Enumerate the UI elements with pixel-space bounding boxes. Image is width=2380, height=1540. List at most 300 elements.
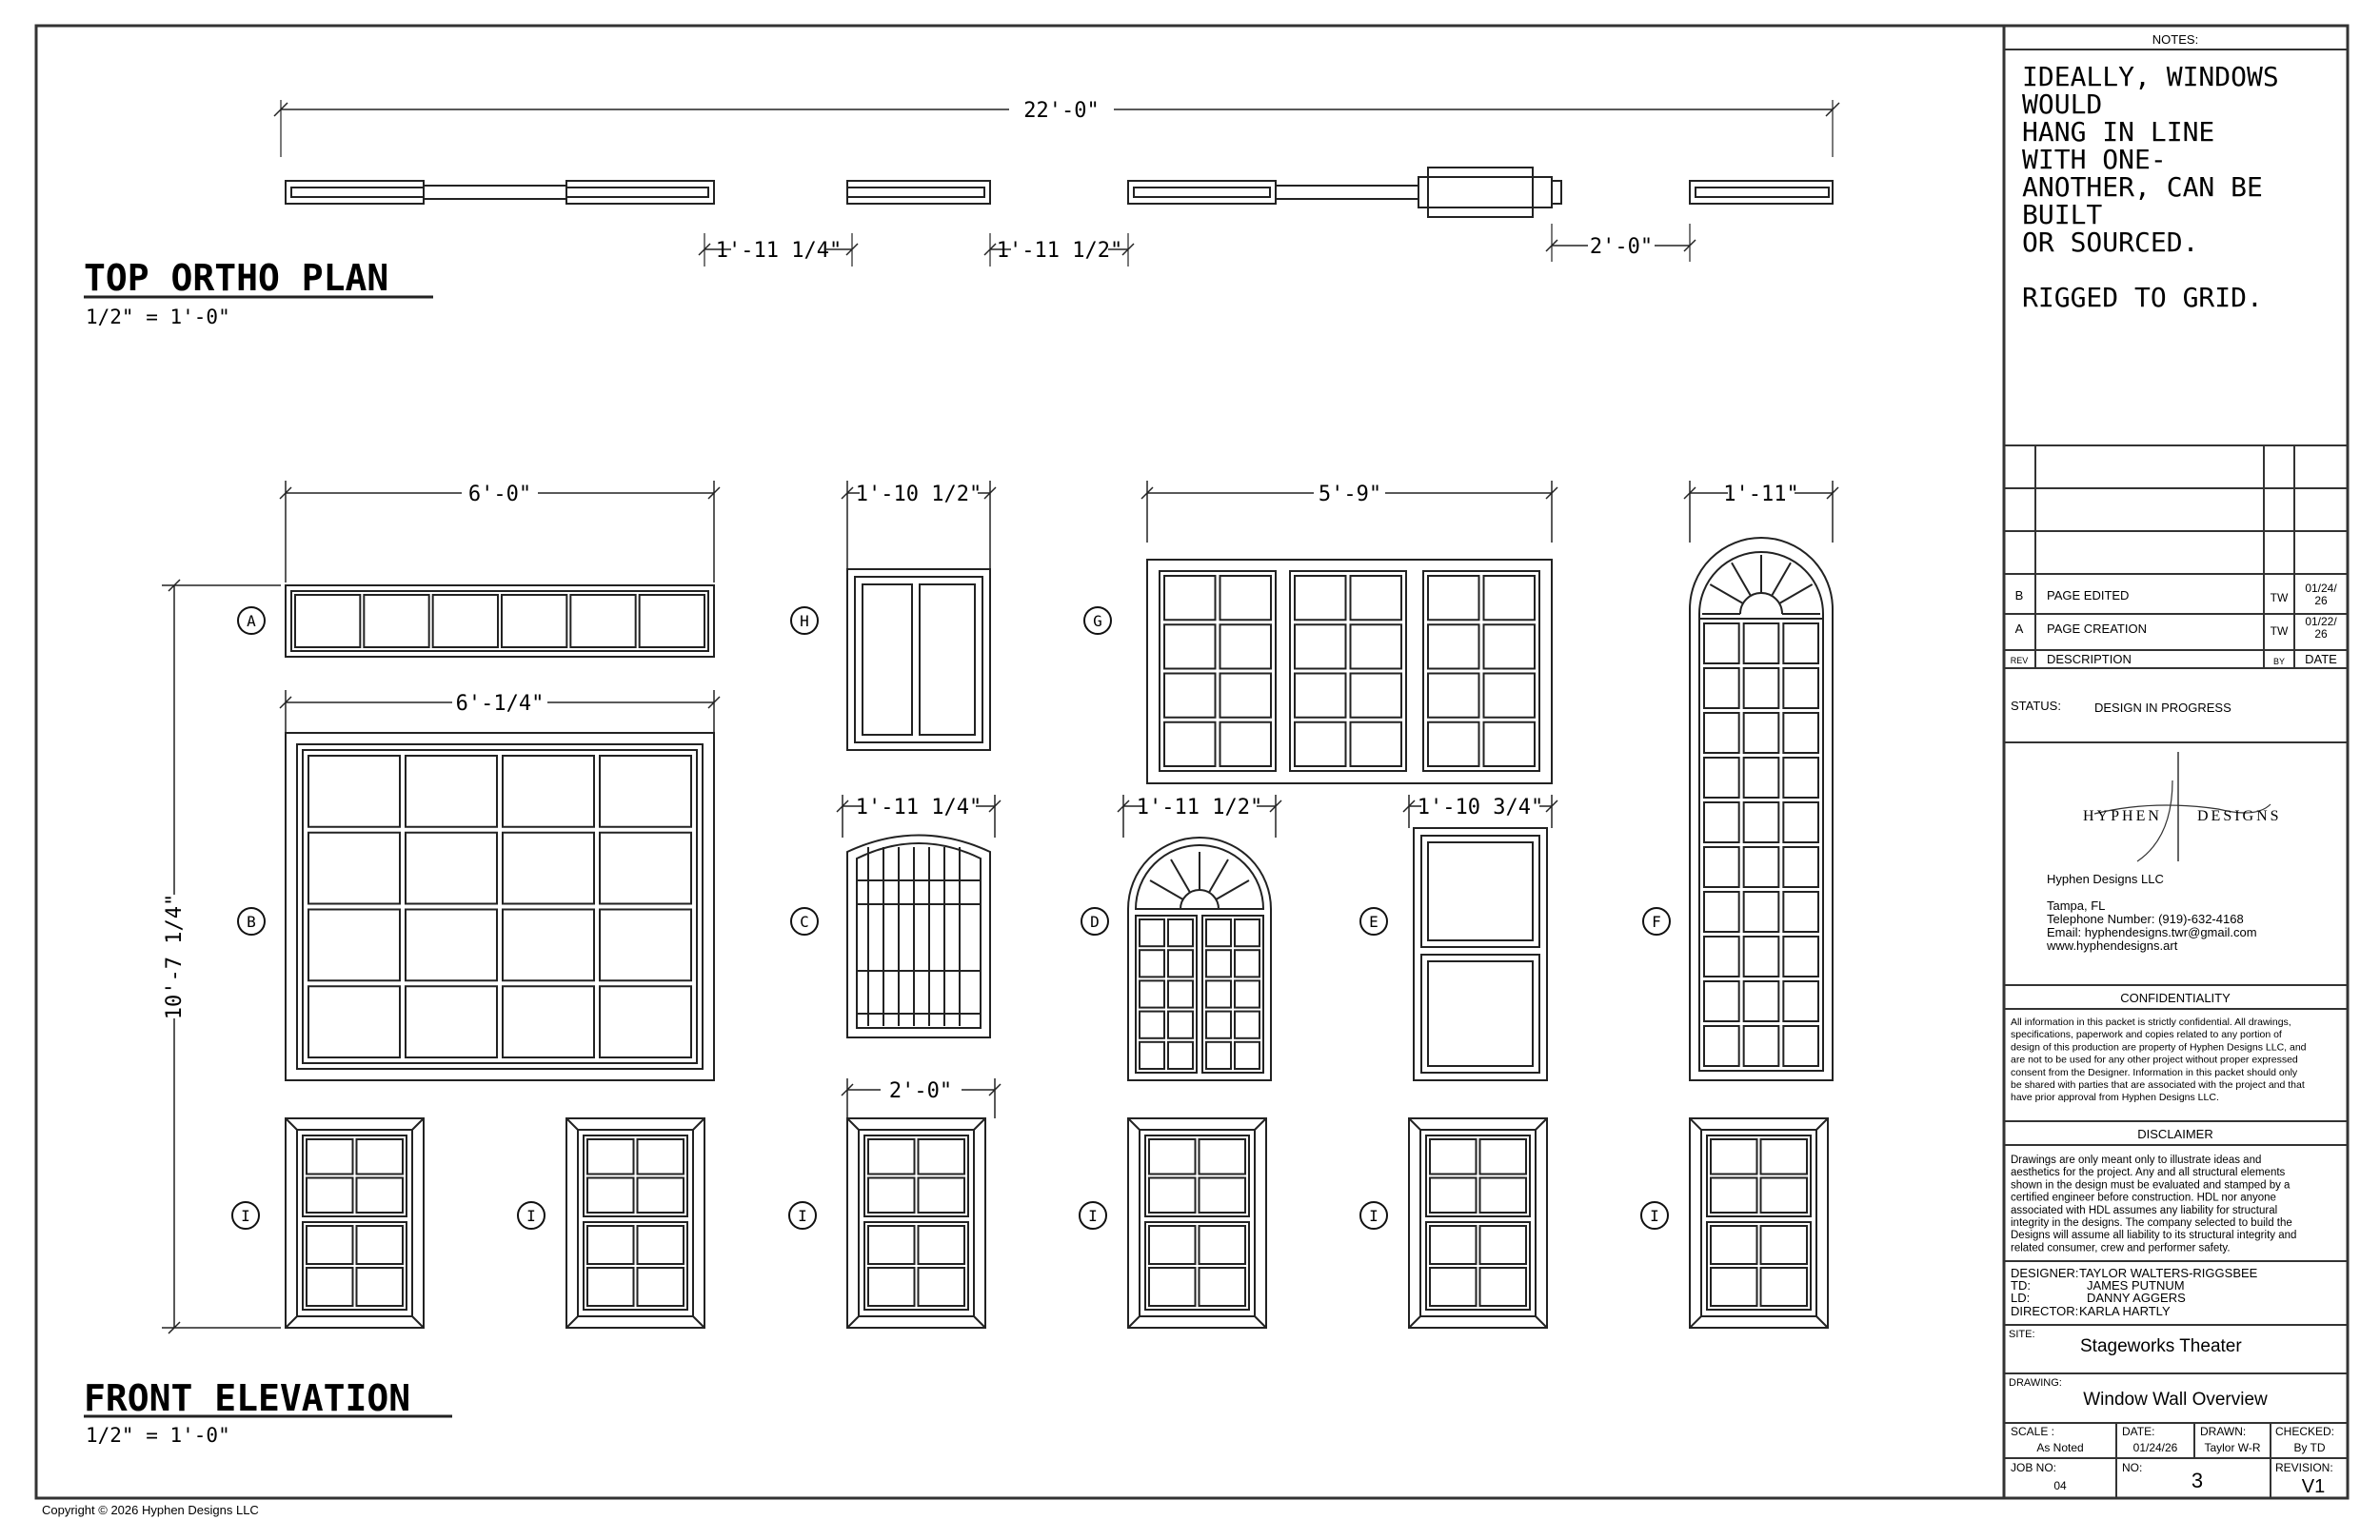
window-pane — [307, 1226, 353, 1264]
window-pane — [638, 1268, 684, 1306]
window-pane — [307, 1139, 353, 1175]
window-pane — [1428, 624, 1479, 668]
confidentiality-line: design of this production are property of Hyphen Designs LLC, and — [2011, 1041, 2307, 1054]
window-pane — [1428, 842, 1533, 940]
window-pane — [1351, 674, 1402, 718]
window-muntin — [1150, 880, 1183, 899]
window-pane — [1711, 1178, 1757, 1214]
window-pane — [1235, 919, 1259, 946]
confidentiality-line: consent from the Designer. Information in this packet should only — [2011, 1066, 2298, 1078]
window-pane — [1711, 1226, 1757, 1264]
window-sash — [297, 744, 703, 1069]
window-pane — [1704, 623, 1739, 663]
window-tag-i — [232, 1201, 259, 1230]
window-pane — [307, 1268, 353, 1306]
job-value: 04 — [2053, 1479, 2067, 1492]
drawn-label: DRAWN: — [2200, 1425, 2247, 1438]
window-pane — [1206, 1042, 1231, 1069]
status-label: STATUS: — [2011, 699, 2061, 713]
window-pane — [1206, 919, 1231, 946]
disclaimer-line: Designs will assume all liability to its structural integrity and — [2011, 1230, 2297, 1242]
window-g — [1147, 560, 1552, 783]
dim-e-width: 1'-10 3/4" — [1417, 796, 1544, 819]
window-pane — [1428, 722, 1479, 766]
window-pane — [1480, 1268, 1527, 1306]
window-pane — [919, 1226, 965, 1264]
window-pane — [1200, 1178, 1246, 1214]
tag-letter: I — [1088, 1207, 1098, 1225]
confidentiality-header: CONFIDENTIALITY — [2120, 991, 2231, 1005]
window-sash — [1421, 836, 1539, 947]
window-pane — [1783, 981, 1818, 1021]
window-pane — [1480, 1178, 1527, 1214]
window-i-3 — [847, 1118, 985, 1328]
window-pane — [1235, 950, 1259, 977]
note-line: BUILT — [2022, 199, 2103, 230]
window-pane — [1220, 624, 1272, 668]
window-pane — [406, 986, 497, 1057]
company-city: Tampa, FL — [2047, 898, 2106, 913]
window-pane — [1430, 1178, 1477, 1214]
window-pane — [1220, 722, 1272, 766]
window-pane — [1220, 576, 1272, 620]
window-pane — [1428, 674, 1479, 718]
tag-letter: I — [1369, 1207, 1378, 1225]
window-pane — [919, 1178, 965, 1214]
window-pane — [1783, 623, 1818, 663]
window-sash — [291, 591, 708, 651]
rev-date — [2305, 615, 2337, 641]
window-pane — [640, 595, 704, 647]
window-sash — [864, 1222, 968, 1310]
window-sash — [1426, 1135, 1530, 1216]
logo-left-word: HYPHEN — [2083, 808, 2162, 824]
window-pane — [406, 756, 497, 827]
plan-gap-2-dim: 1'-11 1/2" — [996, 239, 1123, 263]
window-pane — [1744, 758, 1779, 798]
window-pane — [502, 595, 566, 647]
window-i-5 — [1409, 1118, 1547, 1328]
window-pane — [1200, 1268, 1246, 1306]
window-pane — [1140, 1042, 1164, 1069]
checked-value: By TD — [2293, 1441, 2326, 1454]
notes-header: NOTES: — [2152, 32, 2199, 47]
dim-h-width: 1'-10 1/2" — [855, 483, 982, 506]
window-muntin — [1732, 563, 1751, 596]
window-pane — [1704, 847, 1739, 887]
window-pane — [1149, 1226, 1196, 1264]
window-tag-i — [1641, 1201, 1668, 1230]
drawing-label: DRAWING: — [2009, 1377, 2062, 1389]
window-pane — [1484, 624, 1536, 668]
note-line: WOULD — [2022, 89, 2103, 120]
plan-overall-dim: 22'-0" — [1023, 99, 1100, 123]
window-muntin — [1710, 584, 1743, 603]
tag-letter: H — [800, 612, 809, 630]
note-line: HANG IN LINE — [2022, 116, 2215, 148]
date-value: 01/24/26 — [2132, 1441, 2178, 1454]
window-pane — [1206, 950, 1231, 977]
ld-label: LD: — [2011, 1291, 2031, 1305]
window-pane — [1235, 980, 1259, 1007]
window-pane — [1235, 1012, 1259, 1038]
tag-letter: I — [241, 1207, 250, 1225]
window-b — [286, 733, 714, 1080]
window-pane — [1140, 980, 1164, 1007]
window-pane — [357, 1139, 404, 1175]
site-name: Stageworks Theater — [2080, 1336, 2242, 1356]
scale-label: SCALE : — [2011, 1425, 2055, 1438]
confidentiality-text — [2011, 1017, 2307, 1103]
ld-name: DANNY AGGERS — [2087, 1291, 2186, 1305]
rev-header-by: BY — [2272, 657, 2286, 666]
tag-letter: D — [1090, 913, 1100, 931]
rev-description: PAGE CREATION — [2047, 622, 2147, 636]
window-pane — [1783, 758, 1818, 798]
window-pane — [1783, 1026, 1818, 1066]
window-pane — [587, 1139, 634, 1175]
window-pane — [868, 1268, 915, 1306]
window-pane — [1428, 961, 1533, 1066]
window-pane — [1783, 847, 1818, 887]
window-pane — [503, 756, 594, 827]
sheet-border — [36, 26, 2348, 1498]
window-pane — [1704, 713, 1739, 753]
window-pane — [308, 910, 400, 981]
window-pane — [1744, 623, 1779, 663]
window-sash — [1160, 571, 1276, 771]
window-pane — [1200, 1226, 1246, 1264]
window-pane — [919, 1268, 965, 1306]
rev-by: TW — [2270, 591, 2289, 604]
window-pane — [1480, 1139, 1527, 1175]
plan-gap-3-dim: 2'-0" — [1589, 235, 1654, 259]
window-pane — [1295, 722, 1346, 766]
window-pane — [1783, 892, 1818, 932]
disclaimer-line: Drawings are only meant only to illustrate ideas and — [2011, 1155, 2262, 1166]
window-pane — [503, 986, 594, 1057]
confidentiality-line: have prior approval from Hyphen Designs LLC. — [2011, 1092, 2219, 1104]
revision-table — [2015, 582, 2338, 641]
rev-header-description: DESCRIPTION — [2047, 652, 2132, 666]
tag-letter: C — [800, 913, 809, 931]
no-label: NO: — [2122, 1461, 2143, 1474]
window-pane — [1220, 674, 1272, 718]
director-label: DIRECTOR: — [2011, 1304, 2079, 1318]
plan-title: TOP ORTHO PLAN — [84, 257, 389, 299]
window-frame — [286, 585, 714, 657]
window-pane — [503, 833, 594, 904]
window-pane — [1744, 981, 1779, 1021]
window-d — [1128, 838, 1271, 1080]
window-pane — [1140, 919, 1164, 946]
rev-header-rev: REV — [2010, 656, 2029, 665]
window-pane — [1783, 937, 1818, 977]
window-pane — [1430, 1226, 1477, 1264]
window-pane — [357, 1268, 404, 1306]
window-pane — [587, 1178, 634, 1214]
window-pane — [1351, 576, 1402, 620]
window-f — [1690, 538, 1833, 1080]
window-pane — [1428, 576, 1479, 620]
window-pane — [1235, 1042, 1259, 1069]
confidentiality-line: All information in this packet is strictly confidential. All drawings, — [2011, 1017, 2291, 1028]
dim-i-width: 2'-0" — [888, 1079, 953, 1103]
window-pane — [1484, 576, 1536, 620]
window-pane — [1351, 722, 1402, 766]
window-sash — [1426, 1222, 1530, 1310]
dim-a-width: 6'-0" — [467, 483, 532, 506]
window-sash — [864, 1135, 968, 1216]
window-pane — [1200, 1139, 1246, 1175]
window-a — [286, 585, 714, 657]
window-muntin — [1740, 593, 1782, 614]
window-pane — [1206, 980, 1231, 1007]
drawn-value: Taylor W-R — [2204, 1441, 2261, 1454]
window-muntin — [1779, 584, 1813, 603]
status-value: DESIGN IN PROGRESS — [2094, 701, 2231, 715]
window-pane — [364, 595, 428, 647]
rev-header-date: DATE — [2305, 652, 2337, 666]
window-pane — [600, 756, 691, 827]
revision-label: REVISION: — [2275, 1461, 2333, 1474]
disclaimer-line: related consumer, crew and performer safety. — [2011, 1242, 2231, 1254]
confidentiality-line: be shared with parties that are associated with the project and that — [2011, 1079, 2305, 1091]
tag-letter: I — [1650, 1207, 1659, 1225]
rev-date — [2305, 582, 2337, 607]
drawing-name: Window Wall Overview — [2083, 1390, 2268, 1410]
window-sash — [1421, 955, 1539, 1073]
tag-letter: E — [1369, 913, 1378, 931]
window-pane — [1704, 981, 1739, 1021]
window-pane — [1149, 1268, 1196, 1306]
window-pane — [308, 833, 400, 904]
window-pane — [587, 1226, 634, 1264]
disclaimer-line: shown in the design must be evaluated and stamped by a — [2011, 1179, 2291, 1192]
date-label: DATE: — [2122, 1425, 2155, 1438]
dim-b-width: 6'-1/4" — [455, 692, 545, 716]
rev-by: TW — [2270, 624, 2289, 638]
note-line: RIGGED TO GRID. — [2022, 282, 2263, 313]
tag-letter: G — [1093, 612, 1102, 630]
rev-date-line: 01/22/ — [2305, 615, 2337, 628]
window-muntin — [1772, 563, 1791, 596]
window-pane — [638, 1139, 684, 1175]
window-pane — [406, 833, 497, 904]
window-muntin — [1216, 880, 1249, 899]
window-pane — [1168, 980, 1193, 1007]
window-pane — [1168, 950, 1193, 977]
tag-letter: A — [247, 612, 256, 630]
copyright: Copyright © 2026 Hyphen Designs LLC — [42, 1503, 259, 1517]
dim-overall-height: 10'-7 1/4" — [163, 893, 187, 1020]
window-elevations — [286, 538, 1833, 1328]
window-pane — [1351, 624, 1402, 668]
dim-f-width: 1'-11" — [1723, 483, 1799, 506]
elevation-scale: 1/2" = 1'-0" — [86, 1424, 230, 1447]
window-pane — [433, 595, 498, 647]
window-i-6 — [1690, 1118, 1828, 1328]
window-pane — [357, 1178, 404, 1214]
window-sash — [303, 750, 697, 1063]
window-pane — [357, 1226, 404, 1264]
job-label: JOB NO: — [2011, 1461, 2057, 1474]
window-sash — [1202, 916, 1263, 1073]
window-muntin — [1209, 859, 1228, 893]
window-pane — [868, 1226, 915, 1264]
window-pane — [1761, 1178, 1808, 1214]
window-pane — [1295, 576, 1346, 620]
rev-date-line: 26 — [2314, 627, 2328, 641]
window-pane — [1149, 1178, 1196, 1214]
confidentiality-line: specifications, paperwork and copies related to any portion of — [2011, 1029, 2282, 1041]
window-pane — [1140, 1012, 1164, 1038]
window-pane — [1704, 892, 1739, 932]
window-pane — [1744, 892, 1779, 932]
note-line: WITH ONE- — [2022, 144, 2167, 175]
window-sash — [303, 1222, 407, 1310]
front-elevation-dims — [84, 481, 1838, 1416]
note-line: OR SOURCED. — [2022, 227, 2199, 258]
window-pane — [1783, 802, 1818, 842]
window-muntin — [1180, 890, 1219, 909]
window-pane — [868, 1139, 915, 1175]
window-pane — [295, 595, 360, 647]
company-web: www.hyphendesigns.art — [2047, 938, 2178, 953]
designer-label: DESIGNER: — [2011, 1266, 2079, 1280]
window-sash — [1707, 1222, 1811, 1310]
notes-text — [2022, 61, 2279, 313]
window-sash — [303, 1135, 407, 1216]
window-pane — [1704, 668, 1739, 708]
window-pane — [1168, 1012, 1193, 1038]
window-pane — [1744, 847, 1779, 887]
window-c — [847, 836, 990, 1038]
window-pane — [1164, 576, 1216, 620]
window-tag-d — [1081, 907, 1108, 936]
tag-letter: B — [247, 913, 256, 931]
window-sash — [1423, 571, 1539, 771]
scale-value: As Noted — [2036, 1441, 2084, 1454]
window-pane — [920, 584, 975, 735]
window-tag-i — [789, 1201, 816, 1230]
window-pane — [1149, 1139, 1196, 1175]
window-pane — [1761, 1139, 1808, 1175]
window-sash — [584, 1222, 687, 1310]
checked-label: CHECKED: — [2275, 1425, 2335, 1438]
window-tag-f — [1643, 907, 1670, 936]
window-pane — [570, 595, 635, 647]
designer-name: TAYLOR WALTERS-RIGGSBEE — [2079, 1266, 2258, 1280]
disclaimer-line: integrity in the designs. The company selected to build the — [2011, 1217, 2292, 1229]
tag-letter: I — [798, 1207, 807, 1225]
window-pane — [1430, 1268, 1477, 1306]
window-pane — [1711, 1139, 1757, 1175]
window-pane — [406, 910, 497, 981]
window-sash — [1136, 916, 1197, 1073]
rev-date-line: 26 — [2314, 594, 2328, 607]
window-pane — [919, 1139, 965, 1175]
window-sash — [584, 1135, 687, 1216]
window-pane — [1744, 1026, 1779, 1066]
director-name: KARLA HARTLY — [2079, 1304, 2171, 1318]
window-pane — [1168, 1042, 1193, 1069]
window-pane — [1744, 713, 1779, 753]
window-pane — [1704, 1026, 1739, 1066]
window-pane — [587, 1268, 634, 1306]
window-tag-i — [1080, 1201, 1106, 1230]
window-pane — [1164, 722, 1216, 766]
window-sash — [1707, 1135, 1811, 1216]
disclaimer-text — [2011, 1155, 2296, 1254]
window-pane — [1484, 722, 1536, 766]
window-i-1 — [286, 1118, 424, 1328]
window-frame — [286, 733, 714, 1080]
window-tag-c — [791, 907, 818, 936]
window-tag-e — [1360, 907, 1387, 936]
tag-letter: F — [1652, 913, 1661, 931]
window-sash — [1145, 1135, 1249, 1216]
window-h — [847, 569, 990, 750]
window-sash — [1290, 571, 1406, 771]
window-pane — [1480, 1226, 1527, 1264]
logo-right-word: DESIGNS — [2197, 808, 2282, 824]
site-label: SITE: — [2009, 1329, 2035, 1340]
window-sash — [1145, 1222, 1249, 1310]
dim-c-width: 1'-11 1/4" — [855, 796, 982, 819]
window-pane — [308, 756, 400, 827]
window-tag-a — [238, 606, 265, 635]
rev-letter: A — [2014, 622, 2024, 636]
plan-gap-1-dim: 1'-11 1/4" — [715, 239, 843, 263]
window-pane — [1295, 674, 1346, 718]
company-phone: Telephone Number: (919)-632-4168 — [2047, 912, 2244, 926]
note-line: IDEALLY, WINDOWS — [2022, 61, 2279, 92]
dim-d-width: 1'-11 1/2" — [1136, 796, 1263, 819]
disclaimer-line: associated with HDL assumes any liability for structural — [2011, 1204, 2278, 1216]
window-pane — [1704, 758, 1739, 798]
window-pane — [1206, 1012, 1231, 1038]
window-pane — [600, 986, 691, 1057]
window-pane — [1430, 1139, 1477, 1175]
disclaimer-header: DISCLAIMER — [2137, 1127, 2213, 1141]
window-pane — [1164, 674, 1216, 718]
td-label: TD: — [2011, 1278, 2031, 1293]
rev-letter: B — [2014, 588, 2024, 602]
disclaimer-line: certified engineer before construction. HDL nor anyone — [2011, 1192, 2276, 1204]
window-pane — [308, 986, 400, 1057]
company-name: Hyphen Designs LLC — [2047, 872, 2164, 886]
no-value: 3 — [2191, 1469, 2204, 1492]
window-pane — [1704, 937, 1739, 977]
window-pane — [1295, 624, 1346, 668]
rev-description: PAGE EDITED — [2047, 588, 2130, 602]
window-pane — [638, 1178, 684, 1214]
window-sash — [857, 843, 981, 1028]
window-pane — [868, 1178, 915, 1214]
elevation-title: FRONT ELEVATION — [84, 1377, 411, 1419]
window-sash — [1699, 552, 1823, 1071]
window-tag-g — [1084, 606, 1111, 635]
window-i-2 — [566, 1118, 704, 1328]
window-pane — [1783, 713, 1818, 753]
rev-date-line: 01/24/ — [2305, 582, 2337, 595]
dim-g-width: 5'-9" — [1318, 483, 1382, 506]
window-pane — [863, 584, 912, 735]
plan-scale: 1/2" = 1'-0" — [86, 306, 230, 328]
company-email: Email: hyphendesigns.twr@gmail.com — [2047, 925, 2257, 939]
window-pane — [600, 833, 691, 904]
